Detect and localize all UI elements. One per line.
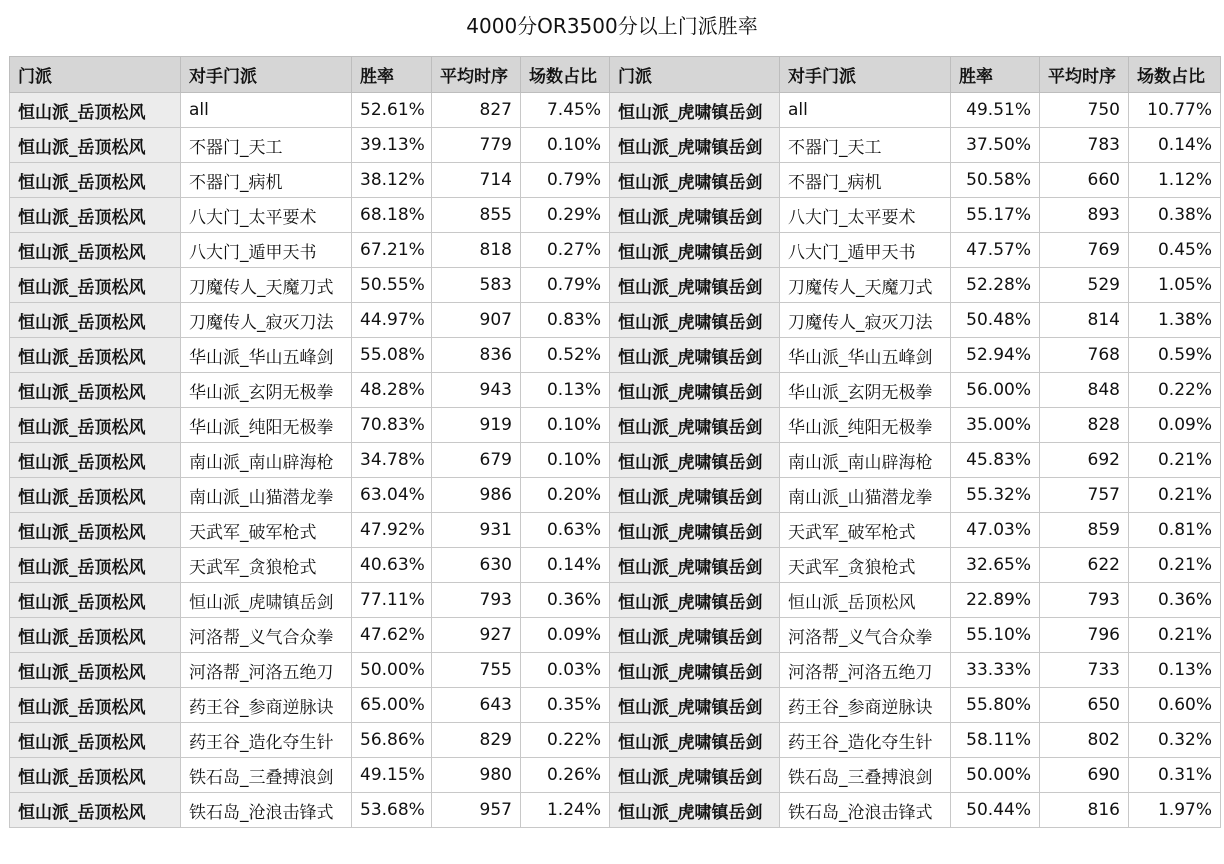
right-avg-time-cell: 783 bbox=[1040, 128, 1129, 163]
table-row bbox=[10, 478, 1221, 513]
left-sect-cell: 恒山派_岳顶松风 bbox=[10, 478, 181, 513]
left-avg-time-cell: 836 bbox=[432, 338, 521, 373]
right-share-cell: 0.59% bbox=[1129, 338, 1221, 373]
right-sect-cell: 恒山派_虎啸镇岳剑 bbox=[610, 793, 780, 828]
table-row bbox=[10, 408, 1221, 443]
right-opponent-cell: 铁石岛_三叠搏浪剑 bbox=[780, 758, 951, 793]
left-sect-cell: 恒山派_岳顶松风 bbox=[10, 653, 181, 688]
table-row bbox=[10, 198, 1221, 233]
right-sect-cell: 恒山派_虎啸镇岳剑 bbox=[610, 93, 780, 128]
right-opponent-cell: all bbox=[780, 93, 951, 128]
left-opponent-cell: 药王谷_参商逆脉诀 bbox=[181, 688, 352, 723]
right-opponent-cell: 南山派_山猫潜龙拳 bbox=[780, 478, 951, 513]
right-win-rate-cell: 32.65% bbox=[951, 548, 1040, 583]
left-share-cell: 0.27% bbox=[521, 233, 610, 268]
right-opponent-cell: 刀魔传人_寂灭刀法 bbox=[780, 303, 951, 338]
left-win-rate-cell: 67.21% bbox=[352, 233, 432, 268]
right-share-cell: 0.13% bbox=[1129, 653, 1221, 688]
right-win-rate-cell: 52.28% bbox=[951, 268, 1040, 303]
left-win-rate-cell: 63.04% bbox=[352, 478, 432, 513]
right-opponent-cell: 华山派_华山五峰剑 bbox=[780, 338, 951, 373]
table-row bbox=[10, 338, 1221, 373]
left-win-rate-cell: 77.11% bbox=[352, 583, 432, 618]
right-share-cell: 0.60% bbox=[1129, 688, 1221, 723]
table-row bbox=[10, 548, 1221, 583]
left-share-cell: 0.26% bbox=[521, 758, 610, 793]
left-avg-time-cell: 793 bbox=[432, 583, 521, 618]
left-sect-cell: 恒山派_岳顶松风 bbox=[10, 233, 181, 268]
right-win-rate-cell: 58.11% bbox=[951, 723, 1040, 758]
left-share-cell: 0.10% bbox=[521, 408, 610, 443]
left-win-rate-cell: 47.62% bbox=[352, 618, 432, 653]
left-avg-time-cell: 980 bbox=[432, 758, 521, 793]
left-avg-time-cell: 755 bbox=[432, 653, 521, 688]
table-row bbox=[10, 373, 1221, 408]
left-share-cell: 0.14% bbox=[521, 548, 610, 583]
left-share-cell: 0.79% bbox=[521, 163, 610, 198]
right-sect-cell: 恒山派_虎啸镇岳剑 bbox=[610, 303, 780, 338]
left-share-cell: 0.03% bbox=[521, 653, 610, 688]
left-sect-cell: 恒山派_岳顶松风 bbox=[10, 443, 181, 478]
right-sect-cell: 恒山派_虎啸镇岳剑 bbox=[610, 198, 780, 233]
right-avg-time-cell: 650 bbox=[1040, 688, 1129, 723]
left-win-rate-cell: 38.12% bbox=[352, 163, 432, 198]
right-sect-cell: 恒山派_虎啸镇岳剑 bbox=[610, 408, 780, 443]
right-win-rate-cell: 55.17% bbox=[951, 198, 1040, 233]
right-win-rate-cell: 50.58% bbox=[951, 163, 1040, 198]
left-sect-cell: 恒山派_岳顶松风 bbox=[10, 513, 181, 548]
right-sect-cell: 恒山派_虎啸镇岳剑 bbox=[610, 653, 780, 688]
left-avg-time-cell: 931 bbox=[432, 513, 521, 548]
right-avg-time-cell: 793 bbox=[1040, 583, 1129, 618]
left-sect-cell: 恒山派_岳顶松风 bbox=[10, 163, 181, 198]
table-row bbox=[10, 93, 1221, 128]
left-share-cell: 0.10% bbox=[521, 128, 610, 163]
left-sect-cell: 恒山派_岳顶松风 bbox=[10, 408, 181, 443]
right-avg-time-cell: 692 bbox=[1040, 443, 1129, 478]
header-sect: 门派 bbox=[610, 57, 780, 93]
table-row bbox=[10, 128, 1221, 163]
left-sect-cell: 恒山派_岳顶松风 bbox=[10, 338, 181, 373]
header-win-rate: 胜率 bbox=[352, 57, 432, 93]
table-row bbox=[10, 268, 1221, 303]
left-share-cell: 0.10% bbox=[521, 443, 610, 478]
left-win-rate-cell: 68.18% bbox=[352, 198, 432, 233]
left-win-rate-cell: 34.78% bbox=[352, 443, 432, 478]
left-avg-time-cell: 643 bbox=[432, 688, 521, 723]
win-rate-table bbox=[9, 56, 1221, 828]
right-opponent-cell: 恒山派_岳顶松风 bbox=[780, 583, 951, 618]
table-row bbox=[10, 618, 1221, 653]
left-opponent-cell: 河洛帮_义气合众拳 bbox=[181, 618, 352, 653]
left-opponent-cell: 南山派_南山辟海枪 bbox=[181, 443, 352, 478]
left-win-rate-cell: 39.13% bbox=[352, 128, 432, 163]
table-row bbox=[10, 233, 1221, 268]
left-opponent-cell: 南山派_山猫潜龙拳 bbox=[181, 478, 352, 513]
left-sect-cell: 恒山派_岳顶松风 bbox=[10, 688, 181, 723]
left-sect-cell: 恒山派_岳顶松风 bbox=[10, 303, 181, 338]
table-row bbox=[10, 653, 1221, 688]
left-avg-time-cell: 907 bbox=[432, 303, 521, 338]
left-sect-cell: 恒山派_岳顶松风 bbox=[10, 128, 181, 163]
left-avg-time-cell: 630 bbox=[432, 548, 521, 583]
right-opponent-cell: 南山派_南山辟海枪 bbox=[780, 443, 951, 478]
right-share-cell: 0.21% bbox=[1129, 443, 1221, 478]
right-avg-time-cell: 660 bbox=[1040, 163, 1129, 198]
right-win-rate-cell: 55.32% bbox=[951, 478, 1040, 513]
right-avg-time-cell: 750 bbox=[1040, 93, 1129, 128]
right-sect-cell: 恒山派_虎啸镇岳剑 bbox=[610, 233, 780, 268]
table-row bbox=[10, 723, 1221, 758]
left-sect-cell: 恒山派_岳顶松风 bbox=[10, 548, 181, 583]
left-avg-time-cell: 827 bbox=[432, 93, 521, 128]
left-opponent-cell: 刀魔传人_寂灭刀法 bbox=[181, 303, 352, 338]
right-share-cell: 0.31% bbox=[1129, 758, 1221, 793]
right-sect-cell: 恒山派_虎啸镇岳剑 bbox=[610, 443, 780, 478]
left-sect-cell: 恒山派_岳顶松风 bbox=[10, 198, 181, 233]
right-opponent-cell: 华山派_玄阴无极拳 bbox=[780, 373, 951, 408]
right-opponent-cell: 天武军_破军枪式 bbox=[780, 513, 951, 548]
left-share-cell: 0.63% bbox=[521, 513, 610, 548]
right-sect-cell: 恒山派_虎啸镇岳剑 bbox=[610, 618, 780, 653]
right-share-cell: 0.36% bbox=[1129, 583, 1221, 618]
table-row bbox=[10, 688, 1221, 723]
left-sect-cell: 恒山派_岳顶松风 bbox=[10, 268, 181, 303]
left-win-rate-cell: 52.61% bbox=[352, 93, 432, 128]
right-share-cell: 0.22% bbox=[1129, 373, 1221, 408]
right-sect-cell: 恒山派_虎啸镇岳剑 bbox=[610, 513, 780, 548]
right-opponent-cell: 药王谷_造化夺生针 bbox=[780, 723, 951, 758]
left-avg-time-cell: 679 bbox=[432, 443, 521, 478]
table-row bbox=[10, 793, 1221, 828]
header-avg-time: 平均时序 bbox=[432, 57, 521, 93]
right-share-cell: 0.21% bbox=[1129, 478, 1221, 513]
right-share-cell: 0.21% bbox=[1129, 548, 1221, 583]
right-win-rate-cell: 45.83% bbox=[951, 443, 1040, 478]
header-opponent: 对手门派 bbox=[181, 57, 352, 93]
left-share-cell: 7.45% bbox=[521, 93, 610, 128]
table-row bbox=[10, 513, 1221, 548]
right-opponent-cell: 刀魔传人_天魔刀式 bbox=[780, 268, 951, 303]
left-share-cell: 0.20% bbox=[521, 478, 610, 513]
left-opponent-cell: 河洛帮_河洛五绝刀 bbox=[181, 653, 352, 688]
right-win-rate-cell: 33.33% bbox=[951, 653, 1040, 688]
left-sect-cell: 恒山派_岳顶松风 bbox=[10, 758, 181, 793]
right-opponent-cell: 华山派_纯阳无极拳 bbox=[780, 408, 951, 443]
table-body bbox=[10, 93, 1221, 828]
right-win-rate-cell: 22.89% bbox=[951, 583, 1040, 618]
right-opponent-cell: 河洛帮_河洛五绝刀 bbox=[780, 653, 951, 688]
left-win-rate-cell: 44.97% bbox=[352, 303, 432, 338]
left-opponent-cell: 药王谷_造化夺生针 bbox=[181, 723, 352, 758]
left-avg-time-cell: 927 bbox=[432, 618, 521, 653]
right-opponent-cell: 八大门_太平要术 bbox=[780, 198, 951, 233]
left-opponent-cell: 刀魔传人_天魔刀式 bbox=[181, 268, 352, 303]
right-sect-cell: 恒山派_虎啸镇岳剑 bbox=[610, 758, 780, 793]
right-win-rate-cell: 50.00% bbox=[951, 758, 1040, 793]
right-sect-cell: 恒山派_虎啸镇岳剑 bbox=[610, 128, 780, 163]
left-win-rate-cell: 70.83% bbox=[352, 408, 432, 443]
left-avg-time-cell: 583 bbox=[432, 268, 521, 303]
left-sect-cell: 恒山派_岳顶松风 bbox=[10, 618, 181, 653]
right-share-cell: 1.05% bbox=[1129, 268, 1221, 303]
header-share: 场数占比 bbox=[521, 57, 610, 93]
right-avg-time-cell: 733 bbox=[1040, 653, 1129, 688]
right-share-cell: 0.32% bbox=[1129, 723, 1221, 758]
right-sect-cell: 恒山派_虎啸镇岳剑 bbox=[610, 373, 780, 408]
right-share-cell: 10.77% bbox=[1129, 93, 1221, 128]
left-avg-time-cell: 957 bbox=[432, 793, 521, 828]
header-win-rate: 胜率 bbox=[951, 57, 1040, 93]
right-opponent-cell: 河洛帮_义气合众拳 bbox=[780, 618, 951, 653]
left-win-rate-cell: 55.08% bbox=[352, 338, 432, 373]
left-win-rate-cell: 50.00% bbox=[352, 653, 432, 688]
left-opponent-cell: all bbox=[181, 93, 352, 128]
left-avg-time-cell: 919 bbox=[432, 408, 521, 443]
right-avg-time-cell: 529 bbox=[1040, 268, 1129, 303]
left-share-cell: 0.29% bbox=[521, 198, 610, 233]
right-avg-time-cell: 814 bbox=[1040, 303, 1129, 338]
left-share-cell: 0.09% bbox=[521, 618, 610, 653]
right-opponent-cell: 不器门_病机 bbox=[780, 163, 951, 198]
left-win-rate-cell: 50.55% bbox=[352, 268, 432, 303]
table-row bbox=[10, 163, 1221, 198]
header-sect: 门派 bbox=[10, 57, 181, 93]
right-share-cell: 0.21% bbox=[1129, 618, 1221, 653]
right-avg-time-cell: 893 bbox=[1040, 198, 1129, 233]
left-opponent-cell: 八大门_太平要术 bbox=[181, 198, 352, 233]
right-opponent-cell: 不器门_天工 bbox=[780, 128, 951, 163]
right-share-cell: 0.38% bbox=[1129, 198, 1221, 233]
header-share: 场数占比 bbox=[1129, 57, 1221, 93]
right-avg-time-cell: 796 bbox=[1040, 618, 1129, 653]
left-win-rate-cell: 65.00% bbox=[352, 688, 432, 723]
left-avg-time-cell: 943 bbox=[432, 373, 521, 408]
left-share-cell: 0.52% bbox=[521, 338, 610, 373]
left-win-rate-cell: 48.28% bbox=[352, 373, 432, 408]
header-opponent: 对手门派 bbox=[780, 57, 951, 93]
right-win-rate-cell: 55.10% bbox=[951, 618, 1040, 653]
left-share-cell: 0.79% bbox=[521, 268, 610, 303]
left-opponent-cell: 天武军_破军枪式 bbox=[181, 513, 352, 548]
header-row bbox=[10, 57, 1221, 93]
right-share-cell: 0.14% bbox=[1129, 128, 1221, 163]
right-avg-time-cell: 859 bbox=[1040, 513, 1129, 548]
table-row bbox=[10, 303, 1221, 338]
left-win-rate-cell: 56.86% bbox=[352, 723, 432, 758]
left-avg-time-cell: 818 bbox=[432, 233, 521, 268]
left-avg-time-cell: 986 bbox=[432, 478, 521, 513]
right-sect-cell: 恒山派_虎啸镇岳剑 bbox=[610, 723, 780, 758]
right-win-rate-cell: 52.94% bbox=[951, 338, 1040, 373]
left-opponent-cell: 天武军_贪狼枪式 bbox=[181, 548, 352, 583]
right-opponent-cell: 八大门_遁甲天书 bbox=[780, 233, 951, 268]
right-avg-time-cell: 690 bbox=[1040, 758, 1129, 793]
left-opponent-cell: 华山派_华山五峰剑 bbox=[181, 338, 352, 373]
right-share-cell: 0.81% bbox=[1129, 513, 1221, 548]
left-share-cell: 1.24% bbox=[521, 793, 610, 828]
right-share-cell: 1.12% bbox=[1129, 163, 1221, 198]
right-avg-time-cell: 768 bbox=[1040, 338, 1129, 373]
left-opponent-cell: 八大门_遁甲天书 bbox=[181, 233, 352, 268]
right-win-rate-cell: 56.00% bbox=[951, 373, 1040, 408]
right-avg-time-cell: 816 bbox=[1040, 793, 1129, 828]
right-win-rate-cell: 47.03% bbox=[951, 513, 1040, 548]
right-avg-time-cell: 802 bbox=[1040, 723, 1129, 758]
left-opponent-cell: 铁石岛_三叠搏浪剑 bbox=[181, 758, 352, 793]
right-win-rate-cell: 50.44% bbox=[951, 793, 1040, 828]
left-avg-time-cell: 779 bbox=[432, 128, 521, 163]
right-avg-time-cell: 848 bbox=[1040, 373, 1129, 408]
right-share-cell: 0.45% bbox=[1129, 233, 1221, 268]
right-sect-cell: 恒山派_虎啸镇岳剑 bbox=[610, 163, 780, 198]
right-share-cell: 1.97% bbox=[1129, 793, 1221, 828]
right-win-rate-cell: 37.50% bbox=[951, 128, 1040, 163]
left-win-rate-cell: 47.92% bbox=[352, 513, 432, 548]
left-avg-time-cell: 829 bbox=[432, 723, 521, 758]
table-row bbox=[10, 758, 1221, 793]
right-sect-cell: 恒山派_虎啸镇岳剑 bbox=[610, 548, 780, 583]
table-row bbox=[10, 583, 1221, 618]
right-win-rate-cell: 49.51% bbox=[951, 93, 1040, 128]
right-sect-cell: 恒山派_虎啸镇岳剑 bbox=[610, 688, 780, 723]
left-sect-cell: 恒山派_岳顶松风 bbox=[10, 583, 181, 618]
left-avg-time-cell: 714 bbox=[432, 163, 521, 198]
right-sect-cell: 恒山派_虎啸镇岳剑 bbox=[610, 268, 780, 303]
left-win-rate-cell: 40.63% bbox=[352, 548, 432, 583]
left-opponent-cell: 不器门_病机 bbox=[181, 163, 352, 198]
right-avg-time-cell: 757 bbox=[1040, 478, 1129, 513]
right-opponent-cell: 铁石岛_沧浪击锋式 bbox=[780, 793, 951, 828]
left-share-cell: 0.36% bbox=[521, 583, 610, 618]
right-sect-cell: 恒山派_虎啸镇岳剑 bbox=[610, 583, 780, 618]
left-avg-time-cell: 855 bbox=[432, 198, 521, 233]
left-sect-cell: 恒山派_岳顶松风 bbox=[10, 373, 181, 408]
left-win-rate-cell: 53.68% bbox=[352, 793, 432, 828]
left-opponent-cell: 不器门_天工 bbox=[181, 128, 352, 163]
right-share-cell: 1.38% bbox=[1129, 303, 1221, 338]
left-share-cell: 0.22% bbox=[521, 723, 610, 758]
left-opponent-cell: 铁石岛_沧浪击锋式 bbox=[181, 793, 352, 828]
left-sect-cell: 恒山派_岳顶松风 bbox=[10, 93, 181, 128]
left-sect-cell: 恒山派_岳顶松风 bbox=[10, 723, 181, 758]
right-sect-cell: 恒山派_虎啸镇岳剑 bbox=[610, 478, 780, 513]
right-opponent-cell: 药王谷_参商逆脉诀 bbox=[780, 688, 951, 723]
page-title: 4000分OR3500分以上门派胜率 bbox=[466, 14, 758, 38]
right-win-rate-cell: 55.80% bbox=[951, 688, 1040, 723]
right-win-rate-cell: 50.48% bbox=[951, 303, 1040, 338]
table-row bbox=[10, 443, 1221, 478]
left-opponent-cell: 华山派_玄阴无极拳 bbox=[181, 373, 352, 408]
right-share-cell: 0.09% bbox=[1129, 408, 1221, 443]
left-share-cell: 0.83% bbox=[521, 303, 610, 338]
right-avg-time-cell: 769 bbox=[1040, 233, 1129, 268]
left-share-cell: 0.13% bbox=[521, 373, 610, 408]
right-win-rate-cell: 47.57% bbox=[951, 233, 1040, 268]
right-opponent-cell: 天武军_贪狼枪式 bbox=[780, 548, 951, 583]
right-win-rate-cell: 35.00% bbox=[951, 408, 1040, 443]
right-sect-cell: 恒山派_虎啸镇岳剑 bbox=[610, 338, 780, 373]
left-share-cell: 0.35% bbox=[521, 688, 610, 723]
left-sect-cell: 恒山派_岳顶松风 bbox=[10, 793, 181, 828]
left-win-rate-cell: 49.15% bbox=[352, 758, 432, 793]
header-avg-time: 平均时序 bbox=[1040, 57, 1129, 93]
right-avg-time-cell: 828 bbox=[1040, 408, 1129, 443]
left-opponent-cell: 华山派_纯阳无极拳 bbox=[181, 408, 352, 443]
left-opponent-cell: 恒山派_虎啸镇岳剑 bbox=[181, 583, 352, 618]
right-avg-time-cell: 622 bbox=[1040, 548, 1129, 583]
